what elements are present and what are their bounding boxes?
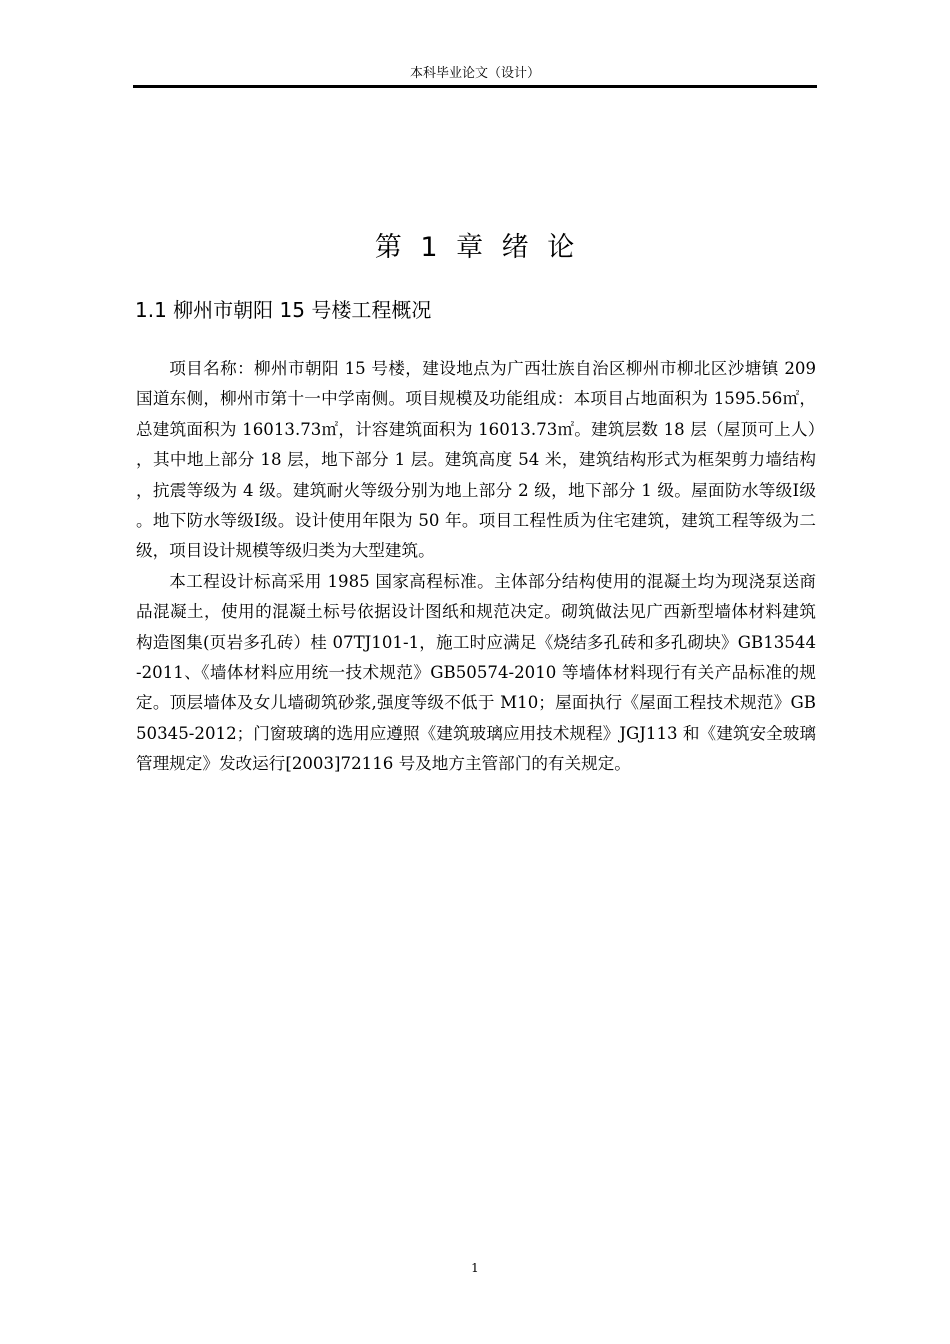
paragraph-project-overview: 项目名称：柳州市朝阳 15 号楼，建设地点为广西壮族自治区柳州市柳北区沙塘镇 209 国道东侧，柳州市第十一中学南侧。项目规模及功能组成：本项目占地面积为 1595.56㎡，总建筑面积为 16013.73㎡，计容建筑面积为 16013.73㎡。建筑层数 18 层（屋顶可上人），其中地上部分 18 层，地下部分 1 层。建筑高度 54 米，建筑结构形式为框架剪力墙结构，抗震等级为 4 级。建筑耐火等级分别为地上部分 2 级，地下部分 1 级。屋面防水等级Ⅰ级。地下防水等级Ⅰ级。设计使用年限为 50 年。项目工程性质为住宅建筑，建筑工程等级为二级，项目设计规模等级归类为大型建筑。 <box>136 359 816 561</box>
header-divider <box>133 85 817 88</box>
paragraph-design-standards: 本工程设计标高采用 1985 国家高程标准。主体部分结构使用的混凝土均为现浇泵送商品混凝土，使用的混凝土标号依据设计图纸和规范决定。砌筑做法见广西新型墙体材料建筑构造图集(页岩多孔砖）桂 07TJ101-1，施工时应满足《烧结多孔砖和多孔砌块》GB13544-2011、《墙体材料应用统一技术规范》GB50574-2010 等墙体材料现行有关产品标准的规定。顶层墙体及女儿墙砌筑砂浆,强度等级不低于 M10；屋面执行《屋面工程技术规范》GB50345-2012；门窗玻璃的选用应遵照《建筑玻璃应用技术规程》JGJ113 和《建筑安全玻璃管理规定》发改运行[2003]72116 号及地方主管部门的有关规定。 <box>136 571 816 774</box>
body-text <box>136 354 816 780</box>
page-number: 1 <box>471 1261 479 1275</box>
section-heading: 1.1 柳州市朝阳 15 号楼工程概况 <box>135 298 432 322</box>
chapter-title: 第 1 章 绪 论 <box>374 232 576 263</box>
page-header: 本科毕业论文（设计） <box>409 66 540 81</box>
